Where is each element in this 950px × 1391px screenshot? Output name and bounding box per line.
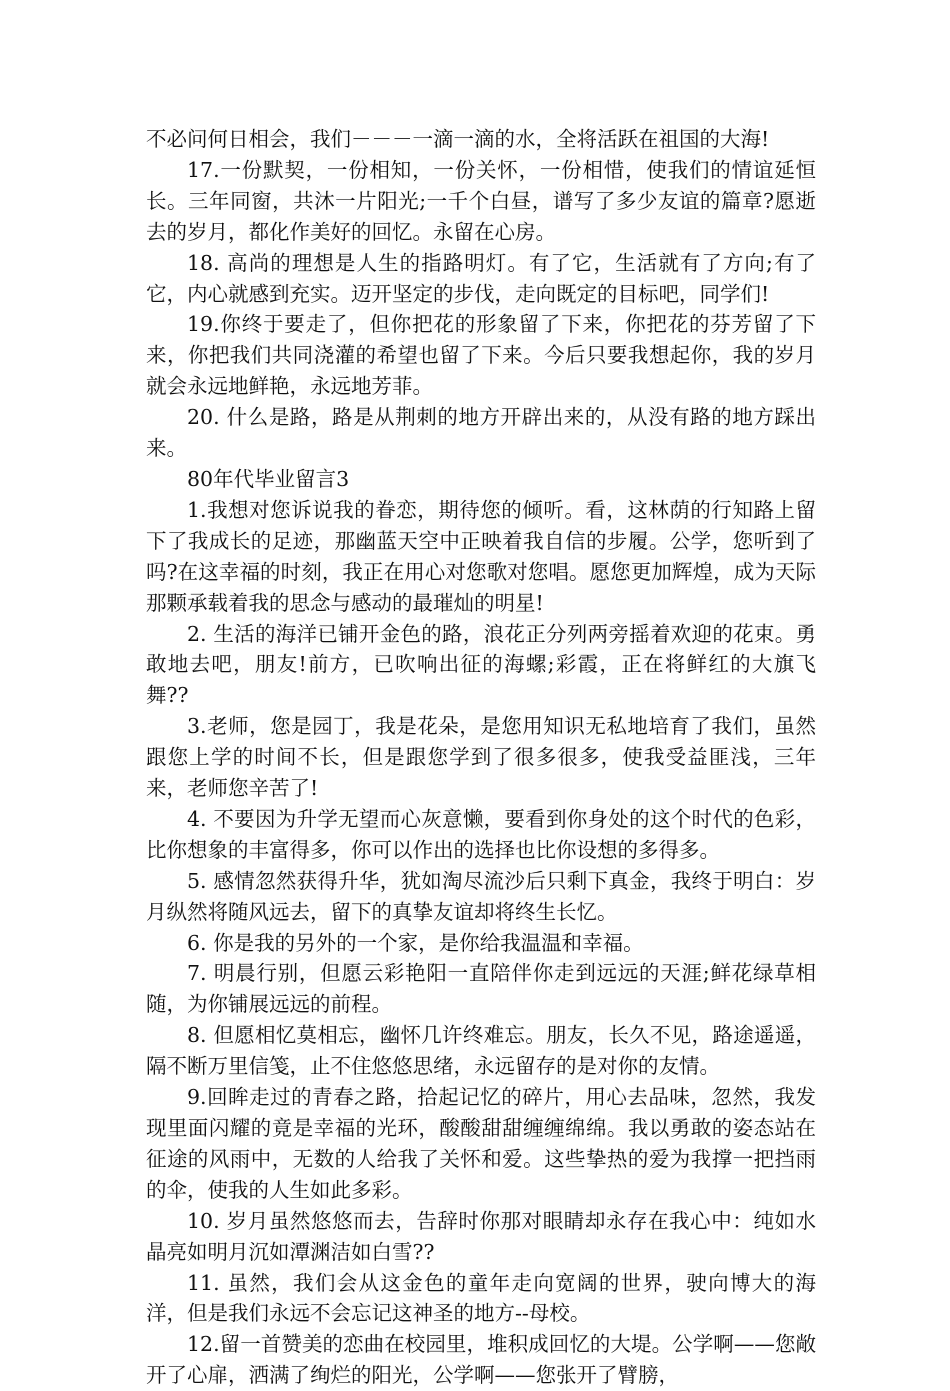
paragraph-item-7: 7. 明晨行别，但愿云彩艳阳一直陪伴你走到远远的天涯;鲜花绿草相随，为你铺展远远的前程。 [146,961,816,1017]
paragraph-continuation: 不必问何日相会，我们－－－一滴一滴的水，全将活跃在祖国的大海! [146,127,770,151]
paragraph-item-11: 11. 虽然，我们会从这金色的童年走向宽阔的世界，驶向博大的海洋，但是我们永远不会忘记这神圣的地方--母校。 [146,1270,816,1326]
paragraph-item-1: 1.我想对您诉说我的眷恋，期待您的倾听。看，这林荫的行知路上留下了我成长的足迹，那幽蓝天空中正映着我自信的步履。公学，您听到了吗?在这幸福的时刻，我正在用心对您歌对您唱。愿您更加辉煌，成为天际那颗承载着我的思念与感动的最璀灿的明星! [146,497,816,615]
section-heading: 80年代毕业留言3 [187,466,350,491]
paragraph-item-12: 12.留一首赞美的恋曲在校园里，堆积成回忆的大堤。公学啊——您敞开了心扉，洒满了绚烂的阳光，公学啊——您张开了臂膀， [146,1332,816,1388]
paragraph-item-8: 8. 但愿相忆莫相忘，幽怀几许终难忘。朋友，长久不见，路途遥遥，隔不断万里信笺，止不住悠悠思绪，永远留存的是对你的友情。 [146,1023,816,1079]
paragraph-item-9: 9.回眸走过的青春之路，拾起记忆的碎片，用心去品味，忽然，我发现里面闪耀的竟是幸福的光环，酸酸甜甜缠缠绵绵。我以勇敢的姿态站在征途的风雨中，无数的人给我了关怀和爱。这些挚热的爱为我撑一把挡雨的伞，使我的人生如此多彩。 [146,1085,816,1202]
paragraph-item-2: 2. 生活的海洋已铺开金色的路，浪花正分列两旁摇着欢迎的花束。勇敢地去吧，朋友!前方，已吹响出征的海螺;彩霞，正在将鲜红的大旗飞舞?? [146,621,816,708]
paragraph-item-4: 4. 不要因为升学无望而心灰意懒，要看到你身处的这个时代的色彩，比你想象的丰富得多，你可以作出的选择也比你设想的多得多。 [146,806,816,862]
paragraph-item-20: 20. 什么是路，路是从荆刺的地方开辟出来的，从没有路的地方踩出来。 [146,405,816,461]
paragraph-item-3: 3.老师，您是园丁，我是花朵，是您用知识无私地培育了我们，虽然跟您上学的时间不长，但是跟您学到了很多很多，使我受益匪浅，三年来，老师您辛苦了! [146,714,816,801]
document-body [146,124,816,1391]
paragraph-item-19: 19.你终于要走了，但你把花的形象留了下来，你把花的芬芳留了下来，你把我们共同浇灌的希望也留了下来。今后只要我想起你，我的岁月就会永远地鲜艳，永远地芳菲。 [146,312,816,399]
paragraph-item-17: 17.一份默契，一份相知，一份关怀，一份相惜，使我们的情谊延恒长。三年同窗，共沐一片阳光;一千个白昼，谱写了多少友谊的篇章?愿逝去的岁月，都化作美好的回忆。永留在心房。 [146,157,816,244]
paragraph-item-18: 18. 高尚的理想是人生的指路明灯。有了它，生活就有了方向;有了它，内心就感到充实。迈开坚定的步伐，走向既定的目标吧，同学们! [146,250,816,306]
paragraph-item-10: 10. 岁月虽然悠悠而去，告辞时你那对眼睛却永存在我心中：纯如水晶亮如明月沉如潭渊洁如白雪?? [146,1208,816,1264]
paragraph-item-5: 5. 感情忽然获得升华，犹如淘尽流沙后只剩下真金，我终于明白：岁月纵然将随风远去，留下的真挚友谊却将终生长忆。 [146,868,816,924]
paragraph-item-6: 6. 你是我的另外的一个家，是你给我温温和幸福。 [187,930,644,955]
